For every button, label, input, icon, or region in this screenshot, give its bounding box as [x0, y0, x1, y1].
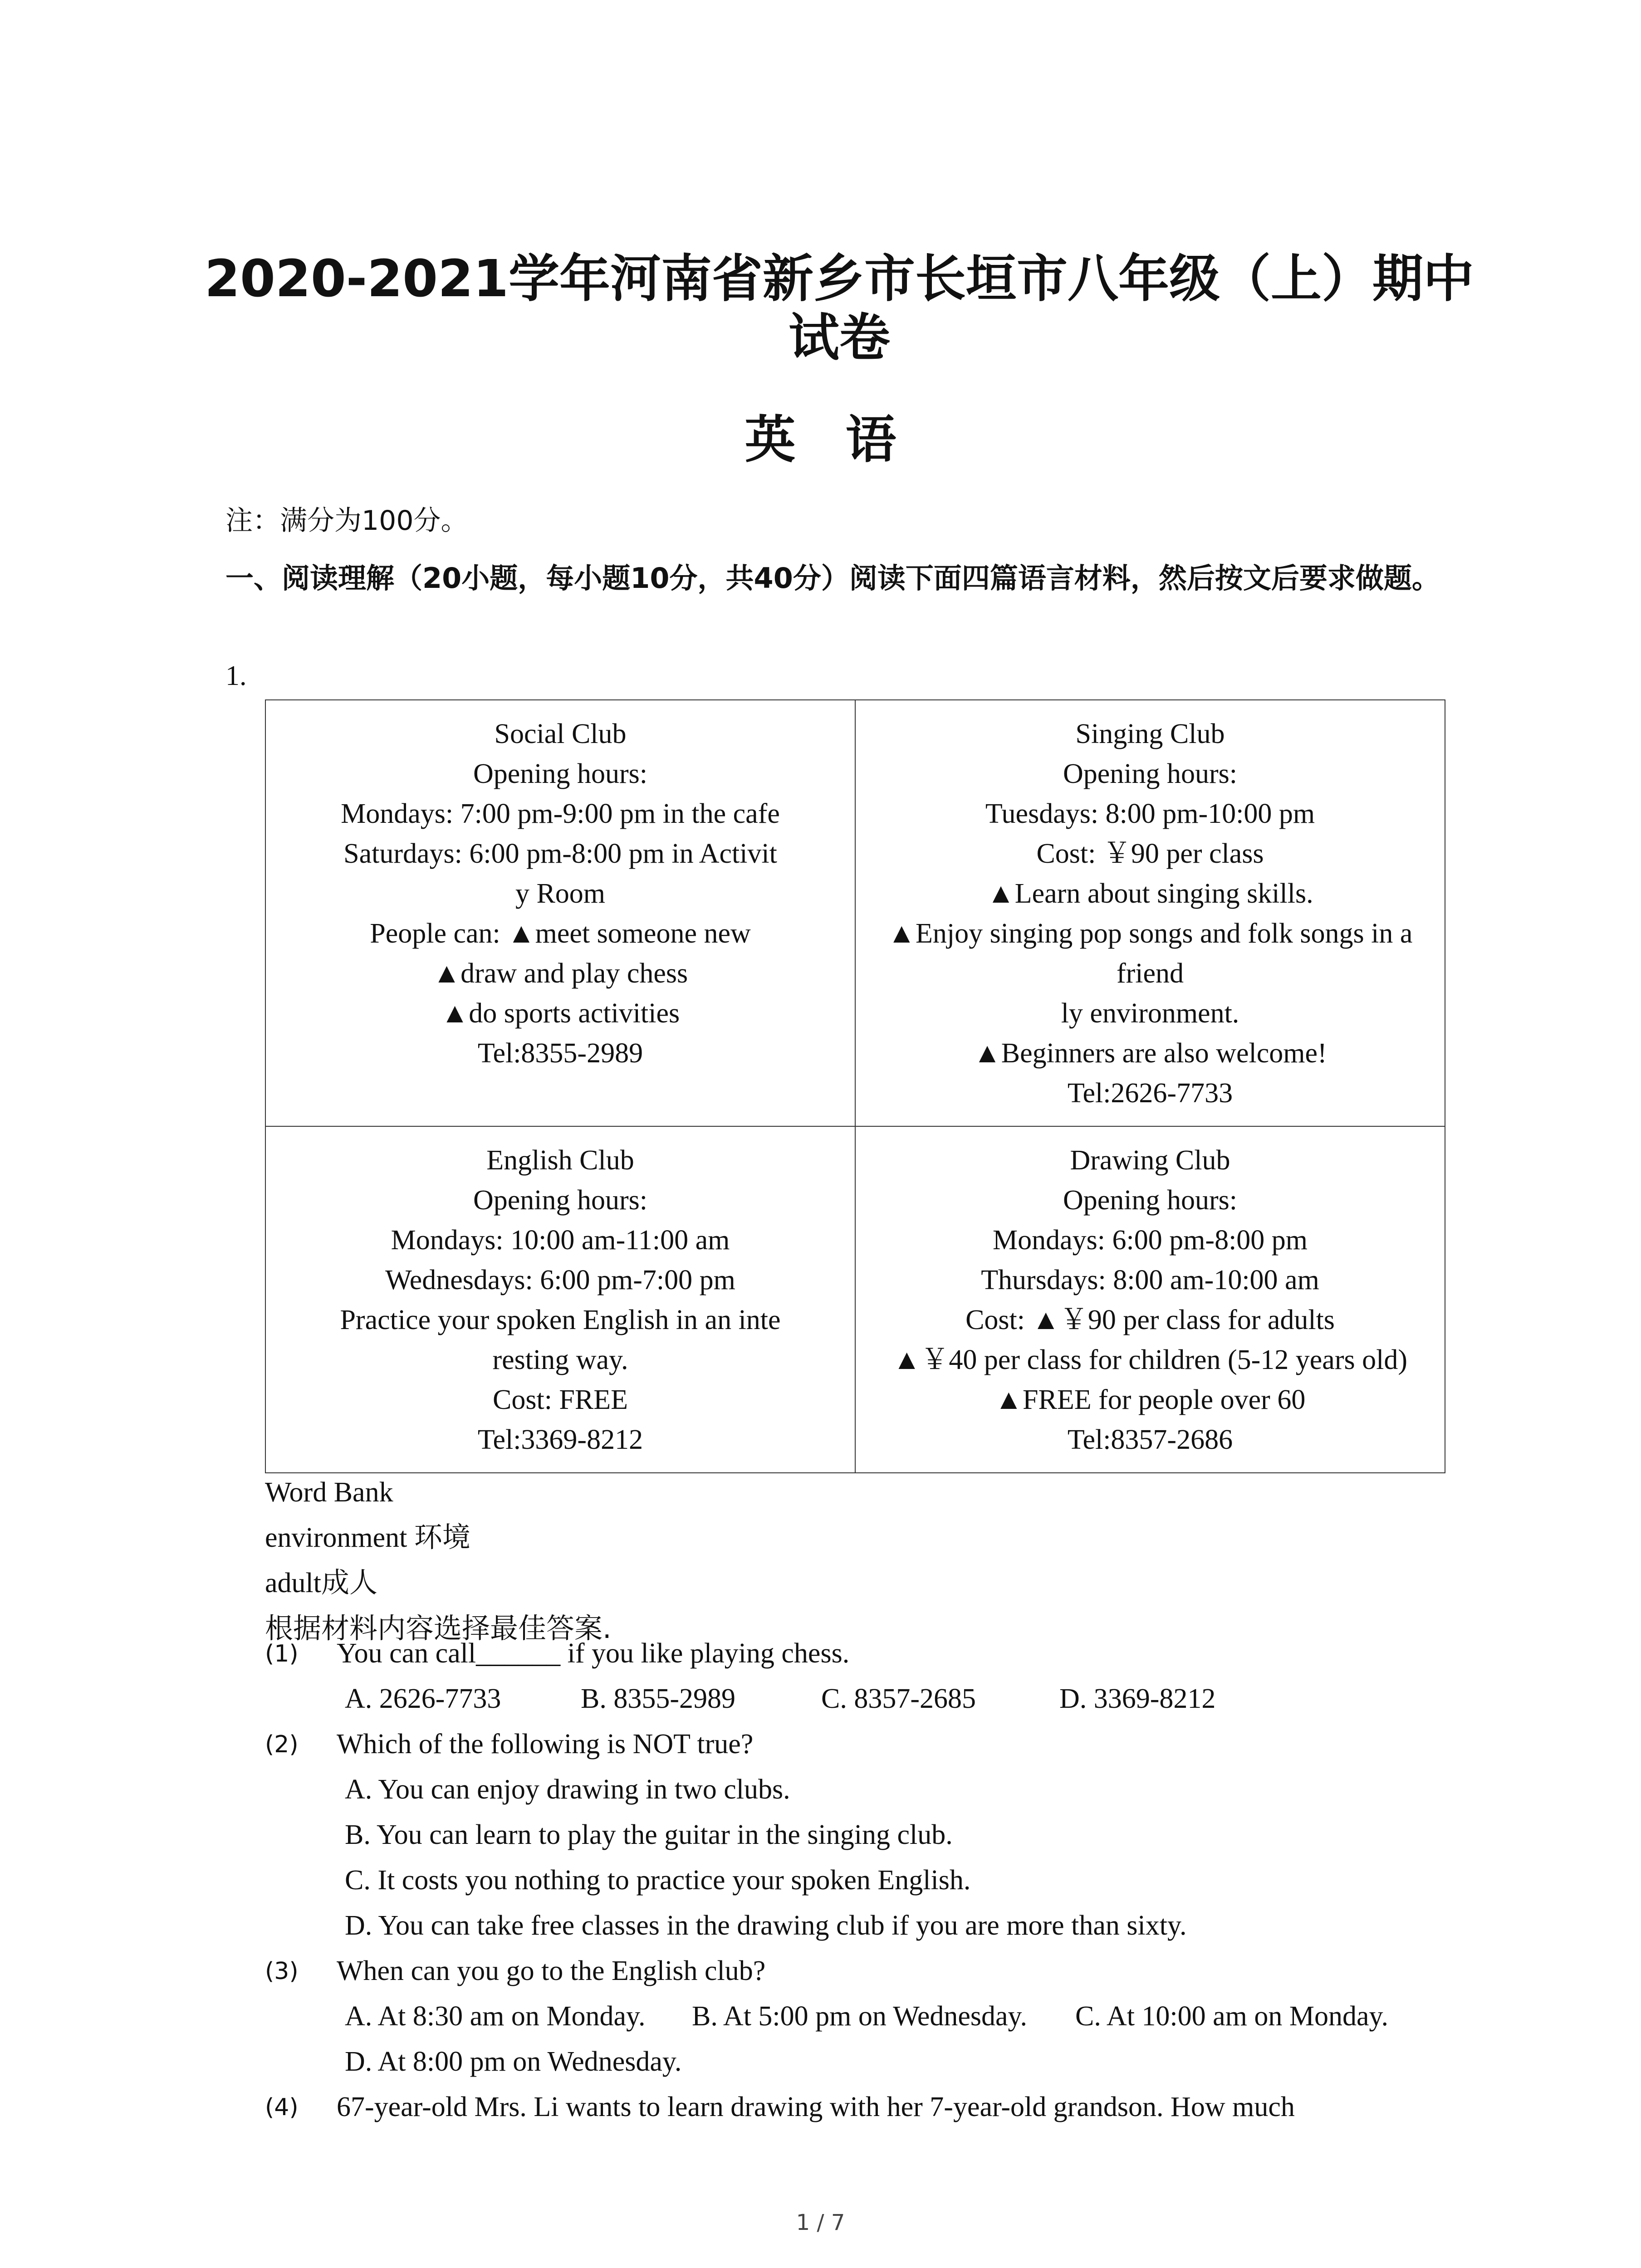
score-note: 注：满分为100分。	[225, 505, 468, 537]
club-line: ▲FREE for people over 60	[994, 1384, 1306, 1415]
club-line: Saturdays: 6:00 pm-8:00 pm in Activit	[343, 838, 777, 869]
question-label: (3)	[265, 1958, 299, 1985]
option-c: C. 8357-2685	[821, 1683, 976, 1714]
club-line: Tel:2626-7733	[1067, 1078, 1233, 1109]
club-line: Tel:8355-2989	[477, 1038, 643, 1069]
option-a: A. 2626-7733	[345, 1683, 501, 1714]
club-line: Cost: ￥90 per class	[1036, 838, 1264, 869]
club-line: Cost: ▲￥90 per class for adults	[965, 1305, 1335, 1335]
club-line: English Club	[486, 1145, 634, 1176]
club-line: Practice your spoken English in an inte	[340, 1305, 781, 1335]
question-text: You can call______ if you like playing chess.	[337, 1638, 850, 1669]
club-line: ▲draw and play chess	[432, 958, 688, 989]
question-number: 1.	[225, 660, 247, 691]
word-bank-entry: adult成人	[265, 1568, 377, 1598]
option-c: C. It costs you nothing to practice your spoken English.	[345, 1865, 971, 1896]
club-line: Wednesdays: 6:00 pm-7:00 pm	[385, 1265, 735, 1295]
drawing-club-cell	[855, 1126, 1445, 1473]
option-a: A. You can enjoy drawing in two clubs.	[345, 1774, 790, 1805]
singing-club-cell	[855, 700, 1445, 1126]
club-line: Mondays: 6:00 pm-8:00 pm	[992, 1225, 1308, 1256]
page-title-line-2: 试卷	[789, 308, 890, 367]
club-line: People can: ▲meet someone new	[370, 918, 751, 949]
option-c: C. At 10:00 am on Monday.	[1075, 2001, 1389, 2032]
option-d: D. At 8:00 pm on Wednesday.	[345, 2046, 682, 2077]
club-line: Social Club	[494, 719, 627, 749]
club-line: Drawing Club	[1070, 1145, 1230, 1176]
club-line: ▲do sports activities	[441, 998, 680, 1029]
club-line: ▲Beginners are also welcome!	[973, 1038, 1327, 1069]
option-b: B. You can learn to play the guitar in the singing club.	[345, 1819, 953, 1850]
club-line: ▲Enjoy singing pop songs and folk songs in a friend	[887, 918, 1413, 989]
club-line: ▲Learn about singing skills.	[987, 878, 1313, 909]
subject-heading: 英语	[745, 411, 946, 469]
option-a: A. At 8:30 am on Monday.	[345, 2001, 646, 2032]
club-line: Opening hours:	[473, 758, 648, 789]
question-text: Which of the following is NOT true?	[337, 1729, 754, 1760]
club-line: Mondays: 7:00 pm-9:00 pm in the cafe	[341, 798, 780, 829]
question-text: 67-year-old Mrs. Li wants to learn drawing with her 7-year-old grandson. How much	[337, 2092, 1295, 2122]
club-line: Tel:8357-2686	[1067, 1424, 1233, 1455]
word-bank	[265, 1470, 612, 1651]
question-label: (2)	[265, 1731, 299, 1758]
table-row	[265, 1126, 1445, 1473]
page-title-line-1: 2020-2021学年河南省新乡市长垣市八年级（上）期中	[205, 249, 1474, 308]
club-line: Mondays: 10:00 am-11:00 am	[391, 1225, 730, 1256]
option-b: B. 8355-2989	[581, 1683, 735, 1714]
club-line: Opening hours:	[1063, 758, 1238, 789]
answer-instruction: 根据材料内容选择最佳答案.	[265, 1612, 612, 1645]
club-line: ▲￥40 per class for children (5-12 years old)	[893, 1344, 1407, 1375]
club-line: resting way.	[492, 1344, 628, 1375]
option-b: B. At 5:00 pm on Wednesday.	[692, 2001, 1027, 2032]
club-line: Opening hours:	[1063, 1185, 1238, 1216]
english-club-cell	[265, 1126, 855, 1473]
question-label: (1)	[265, 1640, 299, 1667]
club-line: Tuesdays: 8:00 pm-10:00 pm	[985, 798, 1315, 829]
word-bank-title: Word Bank	[265, 1477, 393, 1508]
question-label: (4)	[265, 2094, 299, 2121]
club-line: Opening hours:	[473, 1185, 648, 1216]
club-line: Tel:3369-8212	[477, 1424, 643, 1455]
clubs-table	[265, 699, 1445, 1473]
club-line: y Room	[515, 878, 606, 909]
club-line: Cost: FREE	[492, 1384, 628, 1415]
club-line: Singing Club	[1075, 719, 1225, 749]
section-heading: 一、阅读理解（20小题，每小题10分，共40分）阅读下面四篇语言材料，然后按文后要求做题。	[225, 562, 1440, 595]
club-line: ly environment.	[1061, 998, 1239, 1029]
social-club-cell	[265, 700, 855, 1126]
club-line: Thursdays: 8:00 am-10:00 am	[981, 1265, 1319, 1295]
question-text: When can you go to the English club?	[337, 1955, 766, 1986]
option-d: D. You can take free classes in the drawing club if you are more than sixty.	[345, 1910, 1187, 1941]
option-d: D. 3369-8212	[1059, 1683, 1216, 1714]
word-bank-entry: environment 环境	[265, 1522, 470, 1553]
page-indicator: 1 / 7	[796, 2210, 845, 2235]
table-row	[265, 700, 1445, 1126]
